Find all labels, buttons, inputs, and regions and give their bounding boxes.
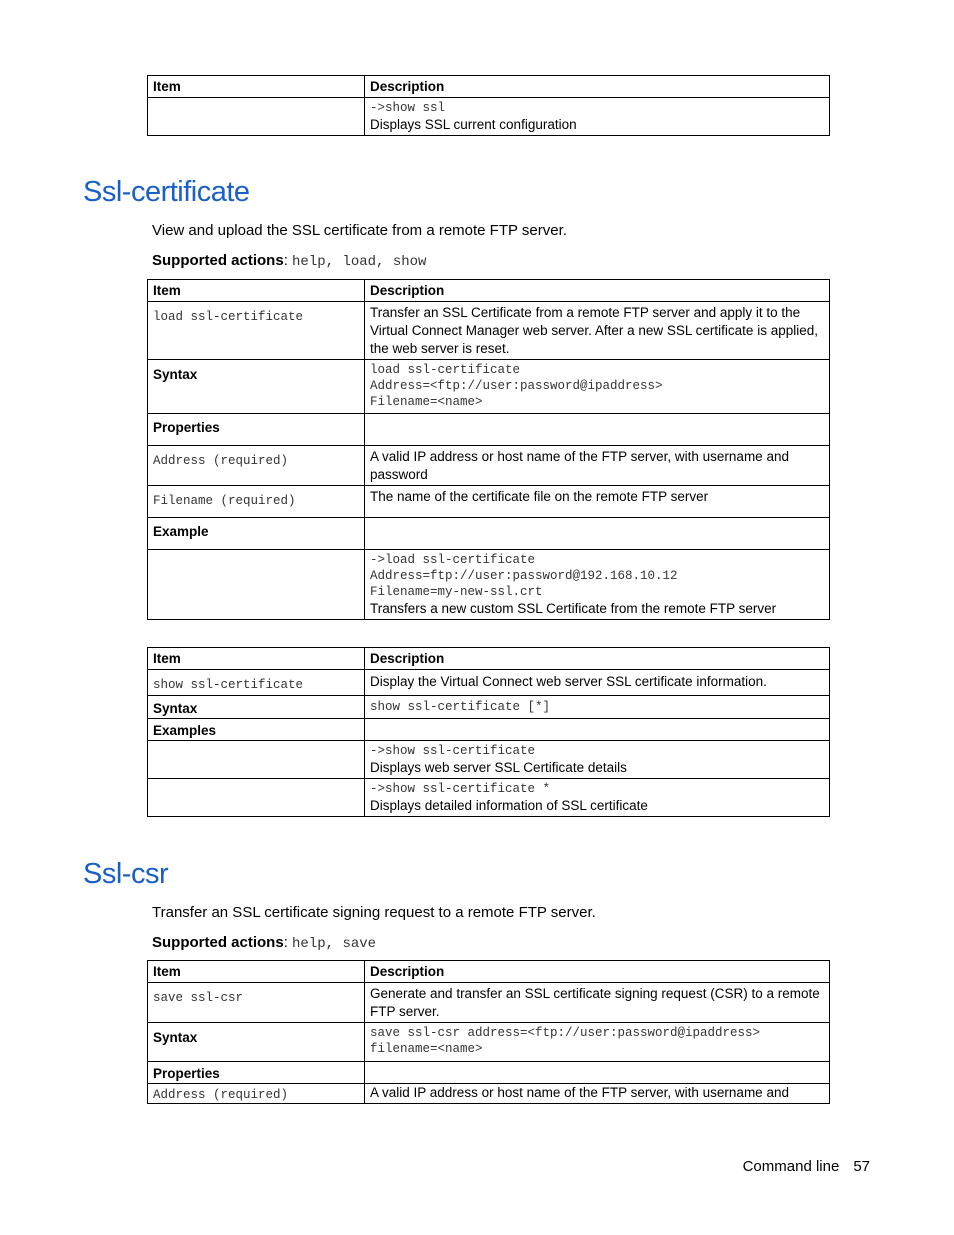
table-row: [148, 550, 830, 620]
example-cell: [365, 779, 830, 817]
syntax-line: Address=<ftp://user:password@ipaddress>: [370, 379, 663, 393]
table-row: [148, 1084, 830, 1104]
table-header-row: [148, 648, 830, 670]
syntax-line: load ssl-certificate: [370, 363, 521, 377]
example-cell: [365, 741, 830, 779]
table-header-row: [148, 280, 830, 302]
property-name: Address (required): [153, 454, 289, 468]
syntax-cell: [365, 360, 830, 414]
table-row: [148, 98, 830, 136]
table-row: [148, 741, 830, 779]
example-description: Displays detailed information of SSL certificate: [370, 798, 648, 813]
section-intro: Transfer an SSL certificate signing request to a remote FTP server.: [152, 904, 596, 921]
supported-actions-label: Supported actions: [152, 934, 284, 951]
supported-actions: Supported actions: help, save: [152, 934, 377, 952]
syntax-line: Filename=<name>: [370, 395, 483, 409]
supported-actions-label: Supported actions: [152, 252, 284, 269]
syntax-cell: [365, 1023, 830, 1062]
syntax-label: Syntax: [148, 1023, 365, 1062]
header-item: Item: [148, 76, 365, 98]
table-row: [148, 486, 830, 518]
table-row: [148, 518, 830, 550]
syntax-line: show ssl-certificate [*]: [370, 700, 551, 714]
syntax-cell: [365, 696, 830, 719]
header-description: Description: [365, 648, 830, 670]
example-code: Filename=my-new-ssl.crt: [370, 585, 543, 599]
example-code: ->show ssl-certificate: [370, 744, 536, 758]
item-cell: [148, 779, 365, 817]
properties-label: Properties: [148, 414, 365, 446]
example-description: Transfers a new custom SSL Certificate from the remote FTP server: [370, 601, 777, 616]
load-ssl-certificate-table: [147, 279, 830, 620]
header-item: Item: [148, 280, 365, 302]
empty-cell: [365, 719, 830, 741]
table-header-row: [148, 961, 830, 983]
empty-cell: [365, 1062, 830, 1084]
section-intro: View and upload the SSL certificate from a remote FTP server.: [152, 222, 567, 239]
example-description: Displays web server SSL Certificate details: [370, 760, 627, 775]
table-row: [148, 670, 830, 696]
table-row: [148, 719, 830, 741]
section-title-ssl-certificate: Ssl-certificate: [83, 176, 250, 208]
description-cell: Transfer an SSL Certificate from a remote FTP server and apply it to the Virtual Connect Manager web server. After a new SSL certificate is applied, the web server is reset.: [365, 302, 830, 360]
show-ssl-certificate-table: [147, 647, 830, 817]
command-name: save ssl-csr: [153, 991, 244, 1005]
item-cell: [148, 741, 365, 779]
properties-label: Properties: [148, 1062, 365, 1084]
table-row: [148, 302, 830, 360]
property-name-cell: [148, 486, 365, 518]
property-description: A valid IP address or host name of the FTP server, with username and password: [365, 446, 830, 486]
description-cell: [365, 98, 830, 136]
table-row: [148, 446, 830, 486]
empty-cell: [365, 414, 830, 446]
table-row: [148, 696, 830, 719]
header-description: Description: [365, 961, 830, 983]
header-description: Description: [365, 76, 830, 98]
ssl-show-table: [147, 75, 830, 136]
example-code: ->show ssl: [370, 101, 446, 115]
empty-cell: [365, 518, 830, 550]
command-name: show ssl-certificate: [153, 678, 304, 692]
header-item: Item: [148, 648, 365, 670]
supported-actions-value: help, save: [292, 936, 377, 952]
footer-section-name: Command line: [742, 1158, 840, 1175]
item-cell: [148, 302, 365, 360]
example-label: Example: [148, 518, 365, 550]
syntax-label: Syntax: [148, 696, 365, 719]
save-ssl-csr-table: [147, 960, 830, 1104]
table-row: [148, 983, 830, 1023]
syntax-label: Syntax: [148, 360, 365, 414]
page-number: 57: [853, 1158, 870, 1175]
example-cell: [365, 550, 830, 620]
property-description: A valid IP address or host name of the FTP server, with username and: [365, 1084, 830, 1104]
examples-label: Examples: [148, 719, 365, 741]
supported-actions: Supported actions: help, load, show: [152, 252, 427, 270]
item-cell: [148, 670, 365, 696]
syntax-line: filename=<name>: [370, 1042, 483, 1056]
property-name-cell: [148, 446, 365, 486]
property-name: Address (required): [153, 1088, 289, 1102]
syntax-line: save ssl-csr address=<ftp://user:password@ipaddress>: [370, 1026, 761, 1040]
page-footer: [743, 1158, 870, 1175]
section-title-ssl-csr: Ssl-csr: [83, 858, 169, 890]
table-header-row: [148, 76, 830, 98]
description-cell: Display the Virtual Connect web server SSL certificate information.: [365, 670, 830, 696]
item-cell: [148, 98, 365, 136]
table-row: [148, 1023, 830, 1062]
header-description: Description: [365, 280, 830, 302]
table-row: [148, 779, 830, 817]
item-cell: [148, 550, 365, 620]
property-name: Filename (required): [153, 494, 296, 508]
example-code: Address=ftp://user:password@192.168.10.12: [370, 569, 678, 583]
table-row: [148, 360, 830, 414]
example-description: Displays SSL current configuration: [370, 117, 577, 132]
supported-actions-value: help, load, show: [292, 254, 427, 270]
table-row: [148, 414, 830, 446]
command-name: load ssl-certificate: [153, 310, 304, 324]
property-name-cell: [148, 1084, 365, 1104]
example-code: ->show ssl-certificate *: [370, 782, 551, 796]
example-code: ->load ssl-certificate: [370, 553, 536, 567]
table-row: [148, 1062, 830, 1084]
header-item: Item: [148, 961, 365, 983]
description-cell: Generate and transfer an SSL certificate signing request (CSR) to a remote FTP server.: [365, 983, 830, 1023]
item-cell: [148, 983, 365, 1023]
property-description: The name of the certificate file on the remote FTP server: [365, 486, 830, 518]
